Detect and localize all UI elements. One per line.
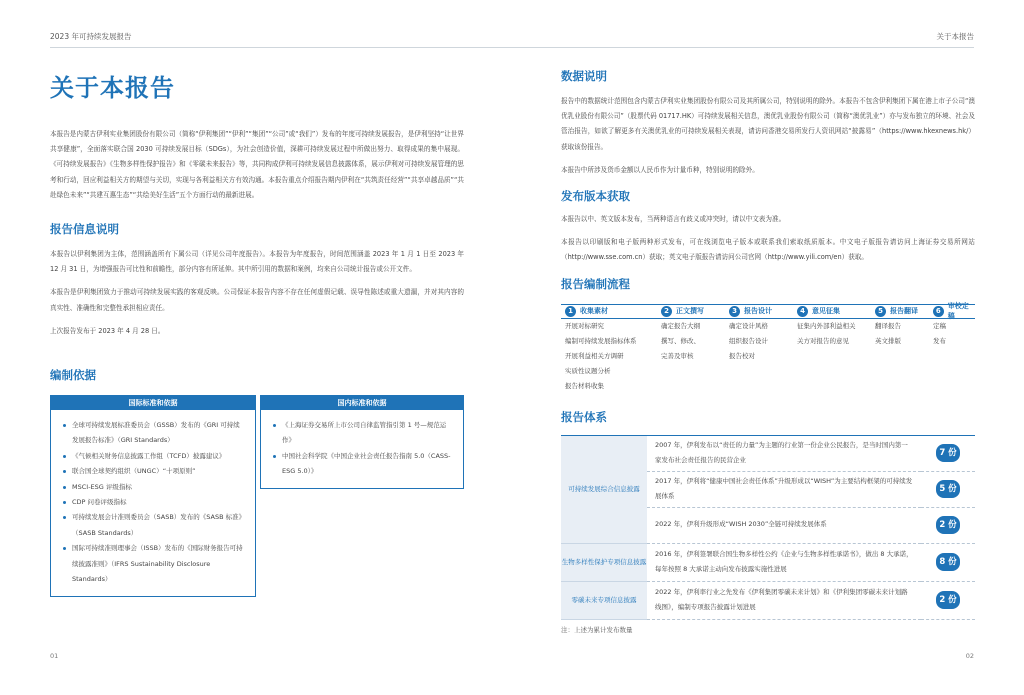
- system-heading: 报告体系: [561, 409, 607, 424]
- intl-standard-item: 全球可持续发展标准委员会（GSSB）发布的《GRI 可持续发展报告标准》（GRI Standards）: [63, 418, 245, 449]
- system-count-cell: [921, 471, 975, 507]
- process-task: 完善及审核: [661, 352, 694, 361]
- step-label: 正文撰写: [676, 307, 704, 316]
- intl-standards-header: 国际标准和依据: [51, 396, 255, 410]
- report-count-badge: 8 份: [936, 553, 960, 571]
- process-task: 翻译报告: [875, 321, 901, 330]
- process-task: 实质性议题分析: [565, 367, 611, 376]
- system-description: 2022 年，伊利率行业之先发布《伊利集团零碳未来计划》和《伊利集团零碳未来计划路线图》，编制专项报告披露计划进展: [647, 581, 921, 619]
- publication-paragraph-1: 本报告以中、英文版本发布，当两种语言有歧义或冲突时，请以中文表为准。: [561, 215, 786, 224]
- data-paragraph-2: 本报告中所涉及货币金额以人民币作为计量币种，特别说明的除外。: [561, 165, 759, 174]
- process-step-1: [561, 305, 657, 318]
- page-number-left: 01: [50, 652, 59, 660]
- header-divider: [50, 47, 974, 48]
- process-task: 征集内外部利益相关: [797, 321, 856, 330]
- basis-heading: 编制依据: [50, 368, 96, 383]
- report-count-badge: 5 份: [936, 480, 960, 498]
- step-number-badge: 3: [729, 306, 740, 317]
- process-task: 报告材料收集: [565, 382, 604, 391]
- process-step-2: [657, 305, 725, 318]
- info-paragraph-2: 本报告是伊利集团致力于推动可持续发展实践的客观反映。公司保证本报告内容不存在任何虚假记载、误导性陈述或重大遗漏，并对其内容的真实性、准确性和完整性承担相应责任。: [50, 288, 464, 312]
- process-step-3: [725, 305, 793, 318]
- process-step-6: [929, 302, 975, 321]
- info-heading: 报告信息说明: [50, 222, 119, 237]
- report-system-table: [561, 435, 975, 620]
- process-task: 确定设计风格: [729, 321, 768, 330]
- intl-standard-item: 可持续发展会计准则委员会（SASB）发布的《SASB 标准》（SASB Standards）: [63, 510, 245, 541]
- report-count-badge: 2 份: [936, 591, 960, 609]
- intl-standards-list: [51, 410, 255, 595]
- system-row: [561, 543, 975, 581]
- process-step-6-tasks: [929, 319, 975, 395]
- domestic-standard-item: 中国社会科学院《中国企业社会责任报告指南 5.0（CASS-ESG 5.0）》: [273, 449, 453, 480]
- page-title: 关于本报告: [50, 74, 175, 102]
- process-task: 组织报告设计: [729, 336, 768, 345]
- report-count-badge: 7 份: [936, 444, 960, 462]
- system-count-cell: [921, 581, 975, 619]
- process-task: 关方对报告的意见: [797, 336, 849, 345]
- system-description: 2022 年，伊利升级形成“WISH 2030”全链可持续发展体系: [647, 507, 921, 543]
- system-row: [561, 581, 975, 619]
- domestic-standards-list: [261, 410, 463, 488]
- process-task: 编制可持续发展指标体系: [565, 336, 637, 345]
- basis-tables: [50, 395, 464, 596]
- intl-standard-item: CDP 问卷评级指标: [63, 495, 245, 510]
- process-step-2-tasks: [657, 319, 725, 395]
- process-steps-details: [561, 319, 975, 395]
- process-task: 发布: [933, 336, 946, 345]
- process-steps-bar: [561, 304, 975, 319]
- step-label: 审校定稿: [947, 302, 969, 321]
- left-page: [50, 68, 464, 597]
- step-label: 报告设计: [744, 307, 772, 316]
- publication-heading: 发布版本获取: [561, 189, 630, 204]
- right-page: [561, 68, 975, 634]
- system-count-cell: [921, 435, 975, 471]
- intl-standard-item: MSCI-ESG 评级指标: [63, 480, 245, 495]
- step-number-badge: 5: [875, 306, 886, 317]
- intl-standard-item: 联合国全球契约组织（UNGC）“十项原则”: [63, 464, 245, 479]
- step-number-badge: 1: [565, 306, 576, 317]
- system-count-cell: [921, 507, 975, 543]
- process-step-1-tasks: [561, 319, 657, 395]
- publication-paragraph-2: 本报告以印刷版和电子版两种形式发布，可在线浏览电子版本或联系我们索取纸质版本。中文电子版报告请访问上海证券交易所网站（http://www.sse.com.cn）获取；英文电子版报告请访问公司官网（http://www.yili.com/en）获取。: [561, 238, 975, 262]
- data-paragraph-1: 报告中的数据统计范围包含内蒙古伊利实业集团股份有限公司及其所属公司，特别说明的除外。本报告不包含伊利集团下属在港上市子公司“澳优乳业股份有限公司”（股票代码 01717.HK）可持续发展相关信息，澳优乳业股份有限公司（简称“澳优乳业”）亦与发布独立的环境、社会及管治报告，如欲了解更多有关澳优乳业的可持续发展相关表现，请访问香港交易所发行人资讯网站“披露易”（https://www.hkexnews.hk/）获取该份报告。: [561, 97, 975, 151]
- process-step-3-tasks: [725, 319, 793, 395]
- system-category: 零碳未来专项信息披露: [561, 581, 647, 619]
- header-section-title: 关于本报告: [936, 32, 974, 41]
- domestic-standard-item: 《上海证券交易所上市公司自律监管指引第 1 号—规范运作》: [273, 418, 453, 449]
- process-task: 撰写、修改、: [661, 336, 700, 345]
- data-heading: 数据说明: [561, 69, 607, 83]
- process-step-4: [793, 305, 871, 318]
- system-category: 生物多样性保护专项信息披露: [561, 543, 647, 581]
- step-label: 收集素材: [580, 307, 608, 316]
- system-description: 2017 年，伊利将“健康中国社会责任体系”升级形成以“WISH”为主要结构框架的可持续发展体系: [647, 471, 921, 507]
- system-description: 2007 年，伊利发布以“责任的力量”为主题的行业第一份企业公民报告，是当时国内第一家发布社会责任报告的民营企业: [647, 435, 921, 471]
- header-doc-title: 2023 年可持续发展报告: [50, 32, 132, 41]
- info-paragraph-1: 本报告以伊利集团为主体，范围涵盖所有下属公司（详见公司年度报告）。本报告为年度报告，时间范围涵盖 2023 年 1 月 1 日至 2023 年 12 月 31 日，为增强报告可比性和前瞻性，部分内容有所延伸。其中所引用的数据和案例，均来自公司统计报告或公开文件。: [50, 250, 464, 274]
- process-task: 开展利益相关方调研: [565, 352, 624, 361]
- system-row: [561, 435, 975, 471]
- intro-paragraph: 本报告是内蒙古伊利实业集团股份有限公司（简称“伊利集团”“伊利”“集团”“公司”或“我们”）发布的年度可持续发展报告，是伊利坚持“让世界共享健康”，全面落实联合国 2030 可持续发展目标（SDGs），为社会创造价值，深耕可持续发展过程中所做出努力、取得成果的集中展现。《可持续发展报告》《生物多样性保护报告》和《零碳未来报告》等，共同构成伊利可持续发展信息披露体系，展示伊利对可持续发展管理的思考和行动，回应利益相关方的期望与关切，实现与各利益相关方有效沟通。本报告重点介绍报告期内伊利在“共筑责任经营”“共享卓越品质”“共赴绿色未来”“共建互惠生态”“共绘美好生活”五个方面行动的最新进展。: [50, 130, 464, 199]
- info-paragraph-3: 上次报告发布于 2023 年 4 月 28 日。: [50, 326, 165, 335]
- process-step-5: [871, 305, 929, 318]
- step-label: 报告翻译: [890, 307, 918, 316]
- domestic-standards-box: [260, 395, 464, 489]
- process-task: 定稿: [933, 321, 946, 330]
- process-task: 确定报告大纲: [661, 321, 700, 330]
- domestic-standards-header: 国内标准和依据: [261, 396, 463, 410]
- step-number-badge: 4: [797, 306, 808, 317]
- page-number-right: 02: [965, 652, 974, 660]
- step-number-badge: 2: [661, 306, 672, 317]
- report-count-badge: 2 份: [936, 516, 960, 534]
- process-task: 报告校对: [729, 352, 755, 361]
- system-count-cell: [921, 543, 975, 581]
- step-number-badge: 6: [933, 306, 944, 317]
- process-task: 开展对标研究: [565, 321, 604, 330]
- intl-standard-item: 国际可持续准则理事会（ISSB）发布的《国际财务报告可持续披露准则》（IFRS Sustainability Disclosure Standards）: [63, 541, 245, 587]
- intl-standard-item: 《气候相关财务信息披露工作组（TCFD）披露建议》: [63, 449, 245, 464]
- process-step-5-tasks: [871, 319, 929, 395]
- step-label: 意见征集: [812, 307, 840, 316]
- process-heading: 报告编制流程: [561, 276, 630, 291]
- system-note: 注：上述为累计发布数量: [561, 625, 633, 634]
- system-description: 2016 年，伊利签署联合国生物多样性公约《企业与生物多样性承诺书》，做出 8 大承诺，每年按照 8 大承诺主动向发布披露实施性进展: [647, 543, 921, 581]
- process-task: 英文排版: [875, 336, 901, 345]
- process-step-4-tasks: [793, 319, 871, 395]
- intl-standards-box: [50, 395, 256, 596]
- system-category: 可持续发展综合信息披露: [561, 435, 647, 543]
